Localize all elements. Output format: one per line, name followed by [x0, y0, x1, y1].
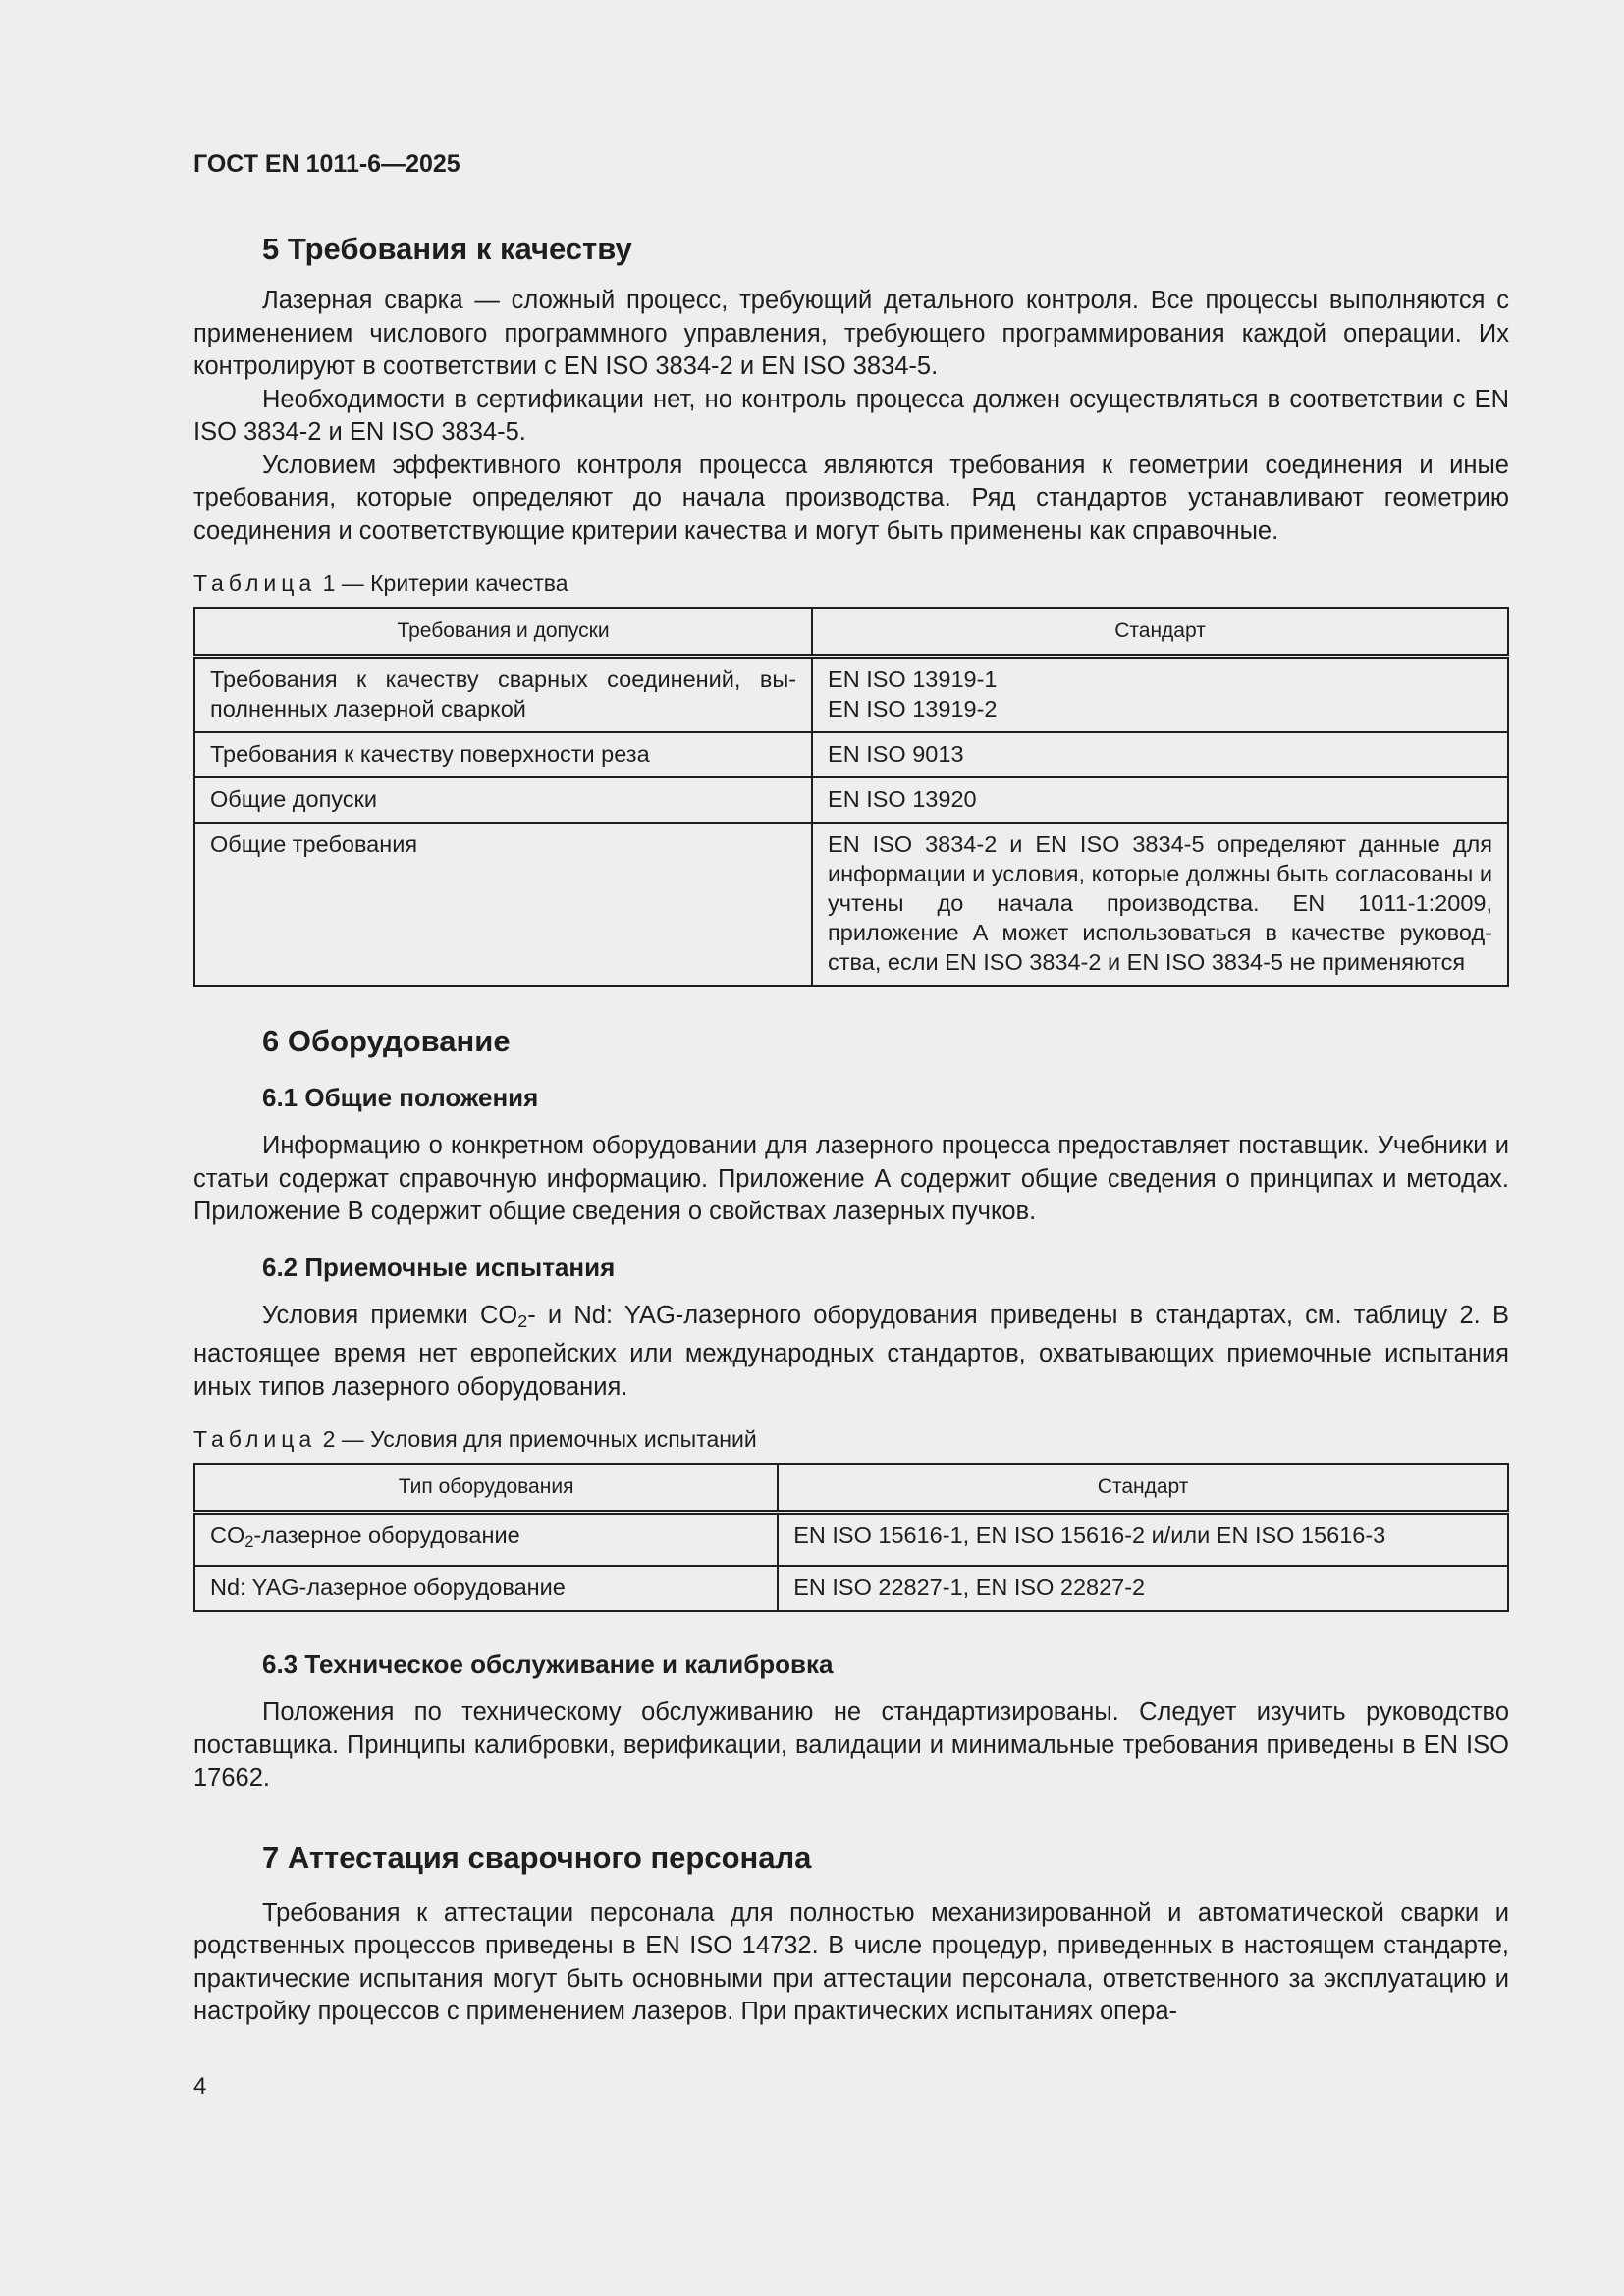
column-header-standard: Стандарт: [778, 1464, 1508, 1513]
column-header-standard: Стандарт: [812, 608, 1508, 657]
table-row: [194, 1513, 1508, 1567]
table-cell: EN ISO 9013: [812, 732, 1508, 777]
column-header-requirements: Требования и допуски: [194, 608, 812, 657]
table-cell: EN ISO 13920: [812, 777, 1508, 823]
table-row: [194, 732, 1508, 777]
table-row: [194, 657, 1508, 733]
table-cell: EN ISO 15616-1, EN ISO 15616-2 и/или EN ISO 15616-3: [778, 1513, 1508, 1567]
table-2-caption-label: Таблица: [193, 1426, 317, 1452]
table-row: [194, 777, 1508, 823]
standard-ref: EN ISO 13919-2: [828, 696, 998, 721]
acceptance-tests-table: [193, 1463, 1509, 1612]
table-header-row: [194, 1464, 1508, 1513]
section-5-paragraph-3: Условием эффективного контроля процесса являются требования к геометрии соединения и иные требования, которые определяют до начала производства. Ряд стандартов устанавливают геометрию соединения и соответствующие критерии качества и могут быть применены как справочные.: [193, 451, 1509, 545]
table-2-caption-text: 2 — Условия для приемочных испытаний: [322, 1426, 757, 1452]
subsection-6-1-title: 6.1 Общие положения: [262, 1083, 539, 1112]
table-2-caption: [193, 1423, 1509, 1455]
table-cell: Требования к качеству поверхности реза: [194, 732, 812, 777]
subsection-6-3-paragraph: Положения по техническому обслуживанию не стандартизированы. Следует изучить руководство поставщика. Принципы калибровки, верификации, валидации и минимальные требования приведены в EN ISO 17662.: [193, 1698, 1509, 1791]
subsection-6-2-paragraph: Условия приемки $CO_2-$ и Nd: YAG-лазерного оборудования приведены в стандартах, см. таблицу 2. В настоящее время нет европейских или международных стандартов, охватывающих приемочные испытания иных типов лазерного оборудования.: [193, 1301, 1509, 1401]
quality-criteria-table: [193, 607, 1509, 987]
table-cell: [812, 657, 1508, 733]
table-cell: EN ISO 22827-1, EN ISO 22827-2: [778, 1566, 1508, 1611]
section-5-title: 5 Требования к качеству: [262, 232, 632, 266]
table-cell: Требования к качеству сварных соединений, выполненных лазерной сваркой: [194, 657, 812, 733]
section-5-paragraph-1: Лазерная сварка — сложный процесс, требующий детального контроля. Все процессы выполняются с применением числового программного управления, требующего программирования каждой операции. Их контролируют в соответствии с EN ISO 3834-2 и EN ISO 3834-5.: [193, 287, 1509, 380]
page-content: [193, 147, 1509, 2029]
subsection-6-2-title: 6.2 Приемочные испытания: [262, 1252, 616, 1282]
table-cell: EN ISO 3834-2 и EN ISO 3834-5 определяют данные для информации и условия, которые должны быть согласованы и учтены до начала производства. EN 1011-1:2009, приложение А может использоваться в качестве руководства, если EN ISO 3834-2 и EN ISO 3834-5 не применяются: [812, 823, 1508, 986]
subsection-6-3-title: 6.3 Техническое обслуживание и калибровка: [262, 1649, 834, 1679]
subsection-6-1-paragraph: Информацию о конкретном оборудовании для лазерного процесса предоставляет поставщик. Учебники и статьи содержат справочную информацию. Приложение А содержит общие сведения о принципах и методах. Приложение В содержит общие сведения о свойствах лазерных пучков.: [193, 1132, 1509, 1225]
section-7-paragraph: Требования к аттестации персонала для полностью механизированной и автоматической сварки и родственных процессов приведены в EN ISO 14732. В числе процедур, приведенных в настоящем стандарте, практические испытания могут быть основными при аттестации персонала, ответственного за эксплуатацию и настройку процессов с применением лазеров. При практических испытаниях опера-: [193, 1898, 1509, 2025]
section-6-title: 6 Оборудование: [262, 1024, 511, 1058]
table-cell: $CO_2$-лазерное оборудование: [194, 1513, 778, 1567]
column-header-equipment-type: Тип оборудования: [194, 1464, 778, 1513]
table-1-caption-label: Таблица: [193, 570, 317, 596]
table-cell: Общие допуски: [194, 777, 812, 823]
section-7-title: 7 Аттестация сварочного персонала: [262, 1840, 812, 1875]
page-number: 4: [193, 2073, 207, 2100]
table-1-caption-text: 1 — Критерии качества: [322, 570, 568, 596]
document-code: ГОСТ EN 1011-6—2025: [193, 150, 460, 178]
table-header-row: [194, 608, 1508, 657]
standard-ref: EN ISO 13919-1: [828, 667, 998, 692]
table-cell: Общие требования: [194, 823, 812, 986]
table-row: [194, 823, 1508, 986]
table-row: [194, 1566, 1508, 1611]
table-1-caption: [193, 567, 1509, 599]
section-5-paragraph-2: Необходимости в сертификации нет, но контроль процесса должен осуществляться в соответствии с EN ISO 3834-2 и EN ISO 3834-5.: [193, 385, 1509, 446]
table-cell: Nd: YAG-лазерное оборудование: [194, 1566, 778, 1611]
